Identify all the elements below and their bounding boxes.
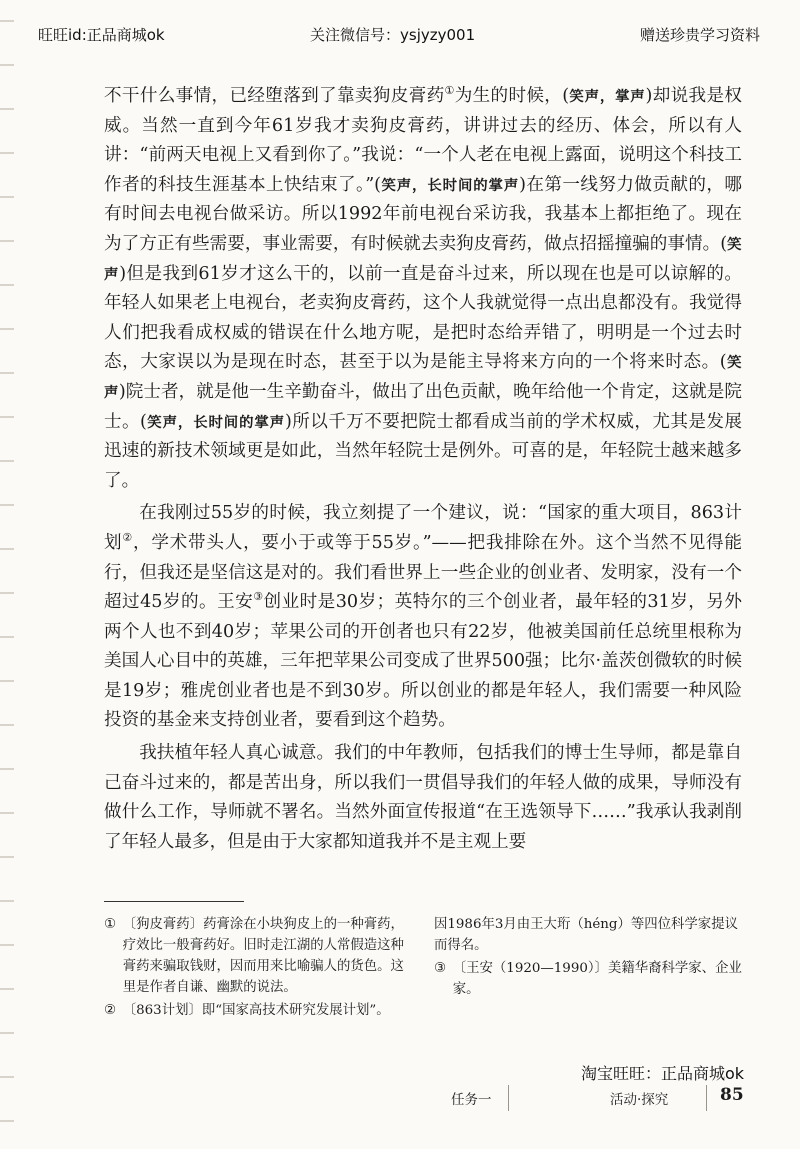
footnotes xyxy=(104,914,742,1023)
footnote-2 xyxy=(104,1000,412,1021)
text-run: )在第一线努力做贡献的，哪有时间去电视台做采访。所以1992年前电视台采访我，我基本上都拒绝了。现在为了方正有些需要，事业需要，有时候就去卖狗皮膏药，做点招摇撞骗的事情。( xyxy=(104,174,742,254)
audience-reaction: 笑声 xyxy=(104,235,742,283)
text-run: )所以千万不要把院士都看成当前的学术权威，尤其是发展迅速的新技术领域更是如此，当然年轻院士是例外。可喜的是，年轻院士越来越多了。 xyxy=(104,411,742,491)
footnote-2-continued: 因1986年3月由王大珩（héng）等四位科学家提议而得名。 xyxy=(434,917,738,953)
footer-divider xyxy=(706,1085,707,1111)
text-run: 在我刚过55岁的时候，我立刻提了一个建议，说：“国家的重大项目，863计划 xyxy=(104,503,742,553)
paragraph-1 xyxy=(104,82,742,496)
page-binding-edge xyxy=(0,0,14,1149)
footnote-marker-3: ③ xyxy=(253,590,264,604)
footnotes-right-column xyxy=(434,914,742,1023)
footnote-marker-1: ① xyxy=(444,84,455,98)
footnote-number: ③ xyxy=(434,961,447,976)
audience-reaction: 笑声，掌声 xyxy=(569,88,646,105)
main-text xyxy=(104,82,742,857)
text-run: )但是我到61岁才这么干的，以前一直是奋斗过来，所以现在也是可以谅解的。年轻人如果老上电视台，老卖狗皮膏药，这个人我就觉得一点出息都没有。我觉得人们把我看成权威的错误在什么地方呢，是把时态给弄错了，明明是一个过去时态，大家误以为是现在时态，甚至于以为是能主导将来方向的一个将来时态。( xyxy=(104,263,742,373)
paragraph-2 xyxy=(104,499,742,736)
page-number: 85 xyxy=(720,1085,744,1105)
watermark-top-center: 关注微信号：ysjyzy001 xyxy=(310,26,476,44)
footnote-text: 〔863计划〕即“国家高技术研究发展计划”。 xyxy=(122,1003,390,1018)
audience-reaction: 笑声 xyxy=(104,354,742,401)
text-run: )却说我是权威。当然一直到今年61岁我才卖狗皮膏药，讲讲过去的经历、体会，所以有人讲：“前两天电视上又看到你了。”我说：“一个人老在电视上露面，说明这个科技工作者的科技生涯基本上快结束了。”( xyxy=(104,86,742,195)
footer-task-label: 任务一 xyxy=(451,1092,492,1108)
watermark-bottom-right: 淘宝旺旺：正品商城ok xyxy=(580,1064,744,1083)
text-run: 创业时是30岁；英特尔的三个创业者，最年轻的31岁，另外两个人也不到40岁；苹果公司的开创者也只有22岁，他被美国前任总统里根称为美国人心目中的英雄，三年把苹果公司变成了世界500强；比尔·盖茨创微软的时候是19岁；雅虎创业者也是不到30岁。所以创业的都是年轻人，我们需要一种风险投资的基金来支持创业者，要看到这个趋势。 xyxy=(104,592,742,731)
footnote-text: 〔王安（1920—1990）〕美籍华裔科学家、企业家。 xyxy=(452,961,742,997)
audience-reaction: 笑声，长时间的掌声 xyxy=(381,176,520,194)
footnote-number: ① xyxy=(104,917,117,932)
watermark-top-left: 旺旺id:正品商城ok xyxy=(38,26,165,44)
footnote-1 xyxy=(104,914,412,998)
watermark-top-right: 赠送珍贵学习资料 xyxy=(639,26,760,44)
text-run: 不干什么事情，已经堕落到了靠卖狗皮膏药 xyxy=(104,86,445,106)
footnote-number: ② xyxy=(104,1003,117,1018)
footnote-divider xyxy=(104,901,244,902)
paragraph-3: 我扶植年轻人真心诚意。我们的中年教师，包括我们的博士生导师，都是靠自己奋斗过来的，都是苦出身，所以我们一贯倡导我们的年轻人做的成果，导师没有做什么工作，导师就不署名。当然外面宣传报道“在王选领导下……”我承认我剥削了年轻人最多，但是由于大家都知道我并不是主观上要 xyxy=(104,743,742,852)
footnote-text: 〔狗皮膏药〕药膏涂在小块狗皮上的一种膏药，疗效比一般膏药好。旧时走江湖的人常假造这种膏药来骗取钱财，因而用来比喻骗人的货色。这里是作者自谦、幽默的说法。 xyxy=(122,917,404,995)
footer-section-label: 活动·探究 xyxy=(610,1092,669,1108)
footnotes-left-column xyxy=(104,914,412,1023)
footnote-marker-2: ② xyxy=(122,531,133,545)
text-run: ，学术带头人，要小于或等于55岁。”——把我排除在外。这个当然不见得能行，但我还是坚信这是对的。我们看世界上一些企业的创业者、发明家，没有一个超过45岁的。王安 xyxy=(104,532,742,613)
audience-reaction: 笑声，长时间的掌声 xyxy=(146,413,285,431)
text-run: 为生的时候，( xyxy=(454,86,570,106)
footer-divider xyxy=(508,1085,509,1111)
page-footer xyxy=(0,1085,800,1115)
footnote-3 xyxy=(434,958,742,1000)
text-run: )院士者，就是他一生辛勤奋斗，做出了出色贡献，晚年给他一个肯定，这就是院士。( xyxy=(104,381,742,432)
